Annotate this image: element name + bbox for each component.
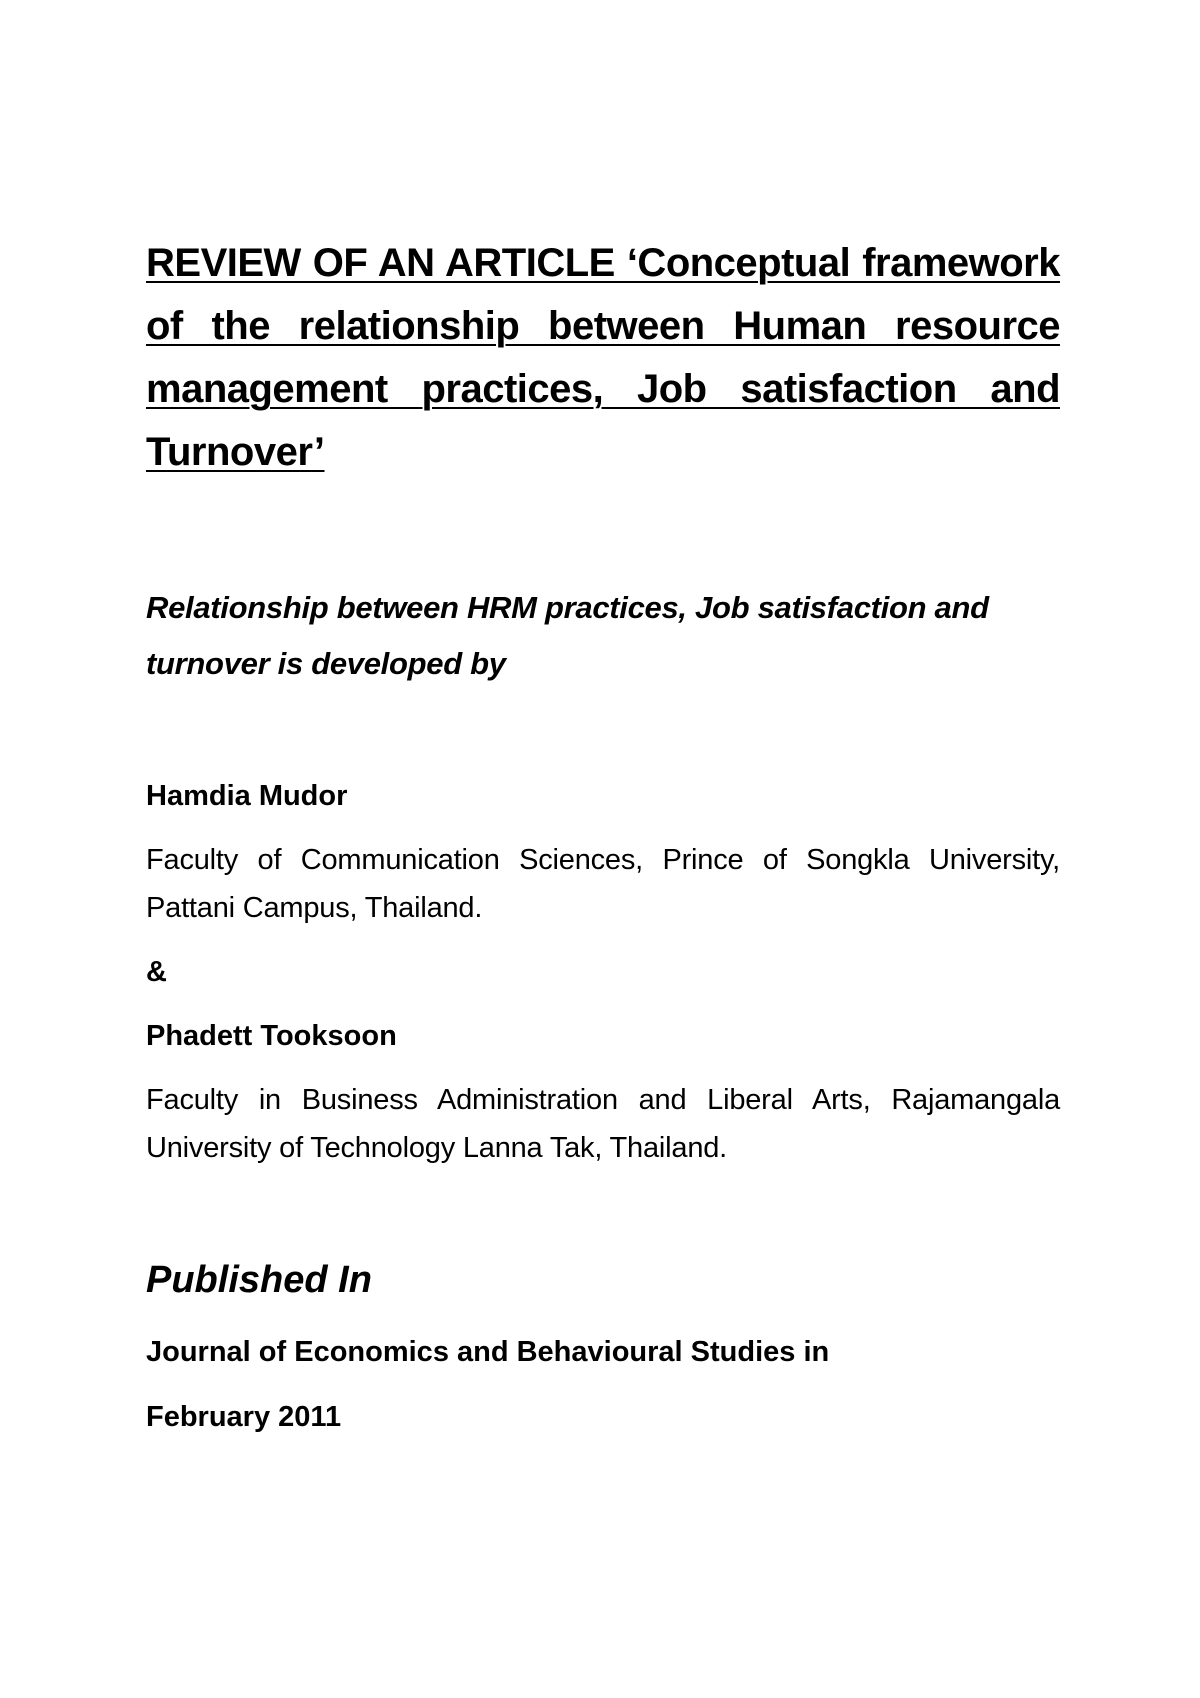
- author-name: Phadett Tooksoon: [146, 1020, 397, 1052]
- author-name: Hamdia Mudor: [146, 780, 348, 812]
- article-subtitle: Relationship between HRM practices, Job satisfaction and turnover is developed by: [146, 590, 989, 681]
- author-separator: &: [146, 956, 167, 988]
- author-affiliation: Faculty in Business Administration and Liberal Arts, Rajamangala University of Technology Lanna Tak, Thailand.: [146, 1084, 1060, 1164]
- article-title: REVIEW OF AN ARTICLE ‘Conceptual framework of the relationship between Human resource management practices, Job satisfaction and Turnover’: [146, 241, 1060, 474]
- journal-name: Journal of Economics and Behavioural Studies in: [146, 1336, 830, 1368]
- author-affiliation: Faculty of Communication Sciences, Prince of Songkla University, Pattani Campus, Thailand.: [146, 844, 1060, 924]
- publication-heading: Published In: [146, 1259, 372, 1301]
- publication-date: February 2011: [146, 1401, 342, 1433]
